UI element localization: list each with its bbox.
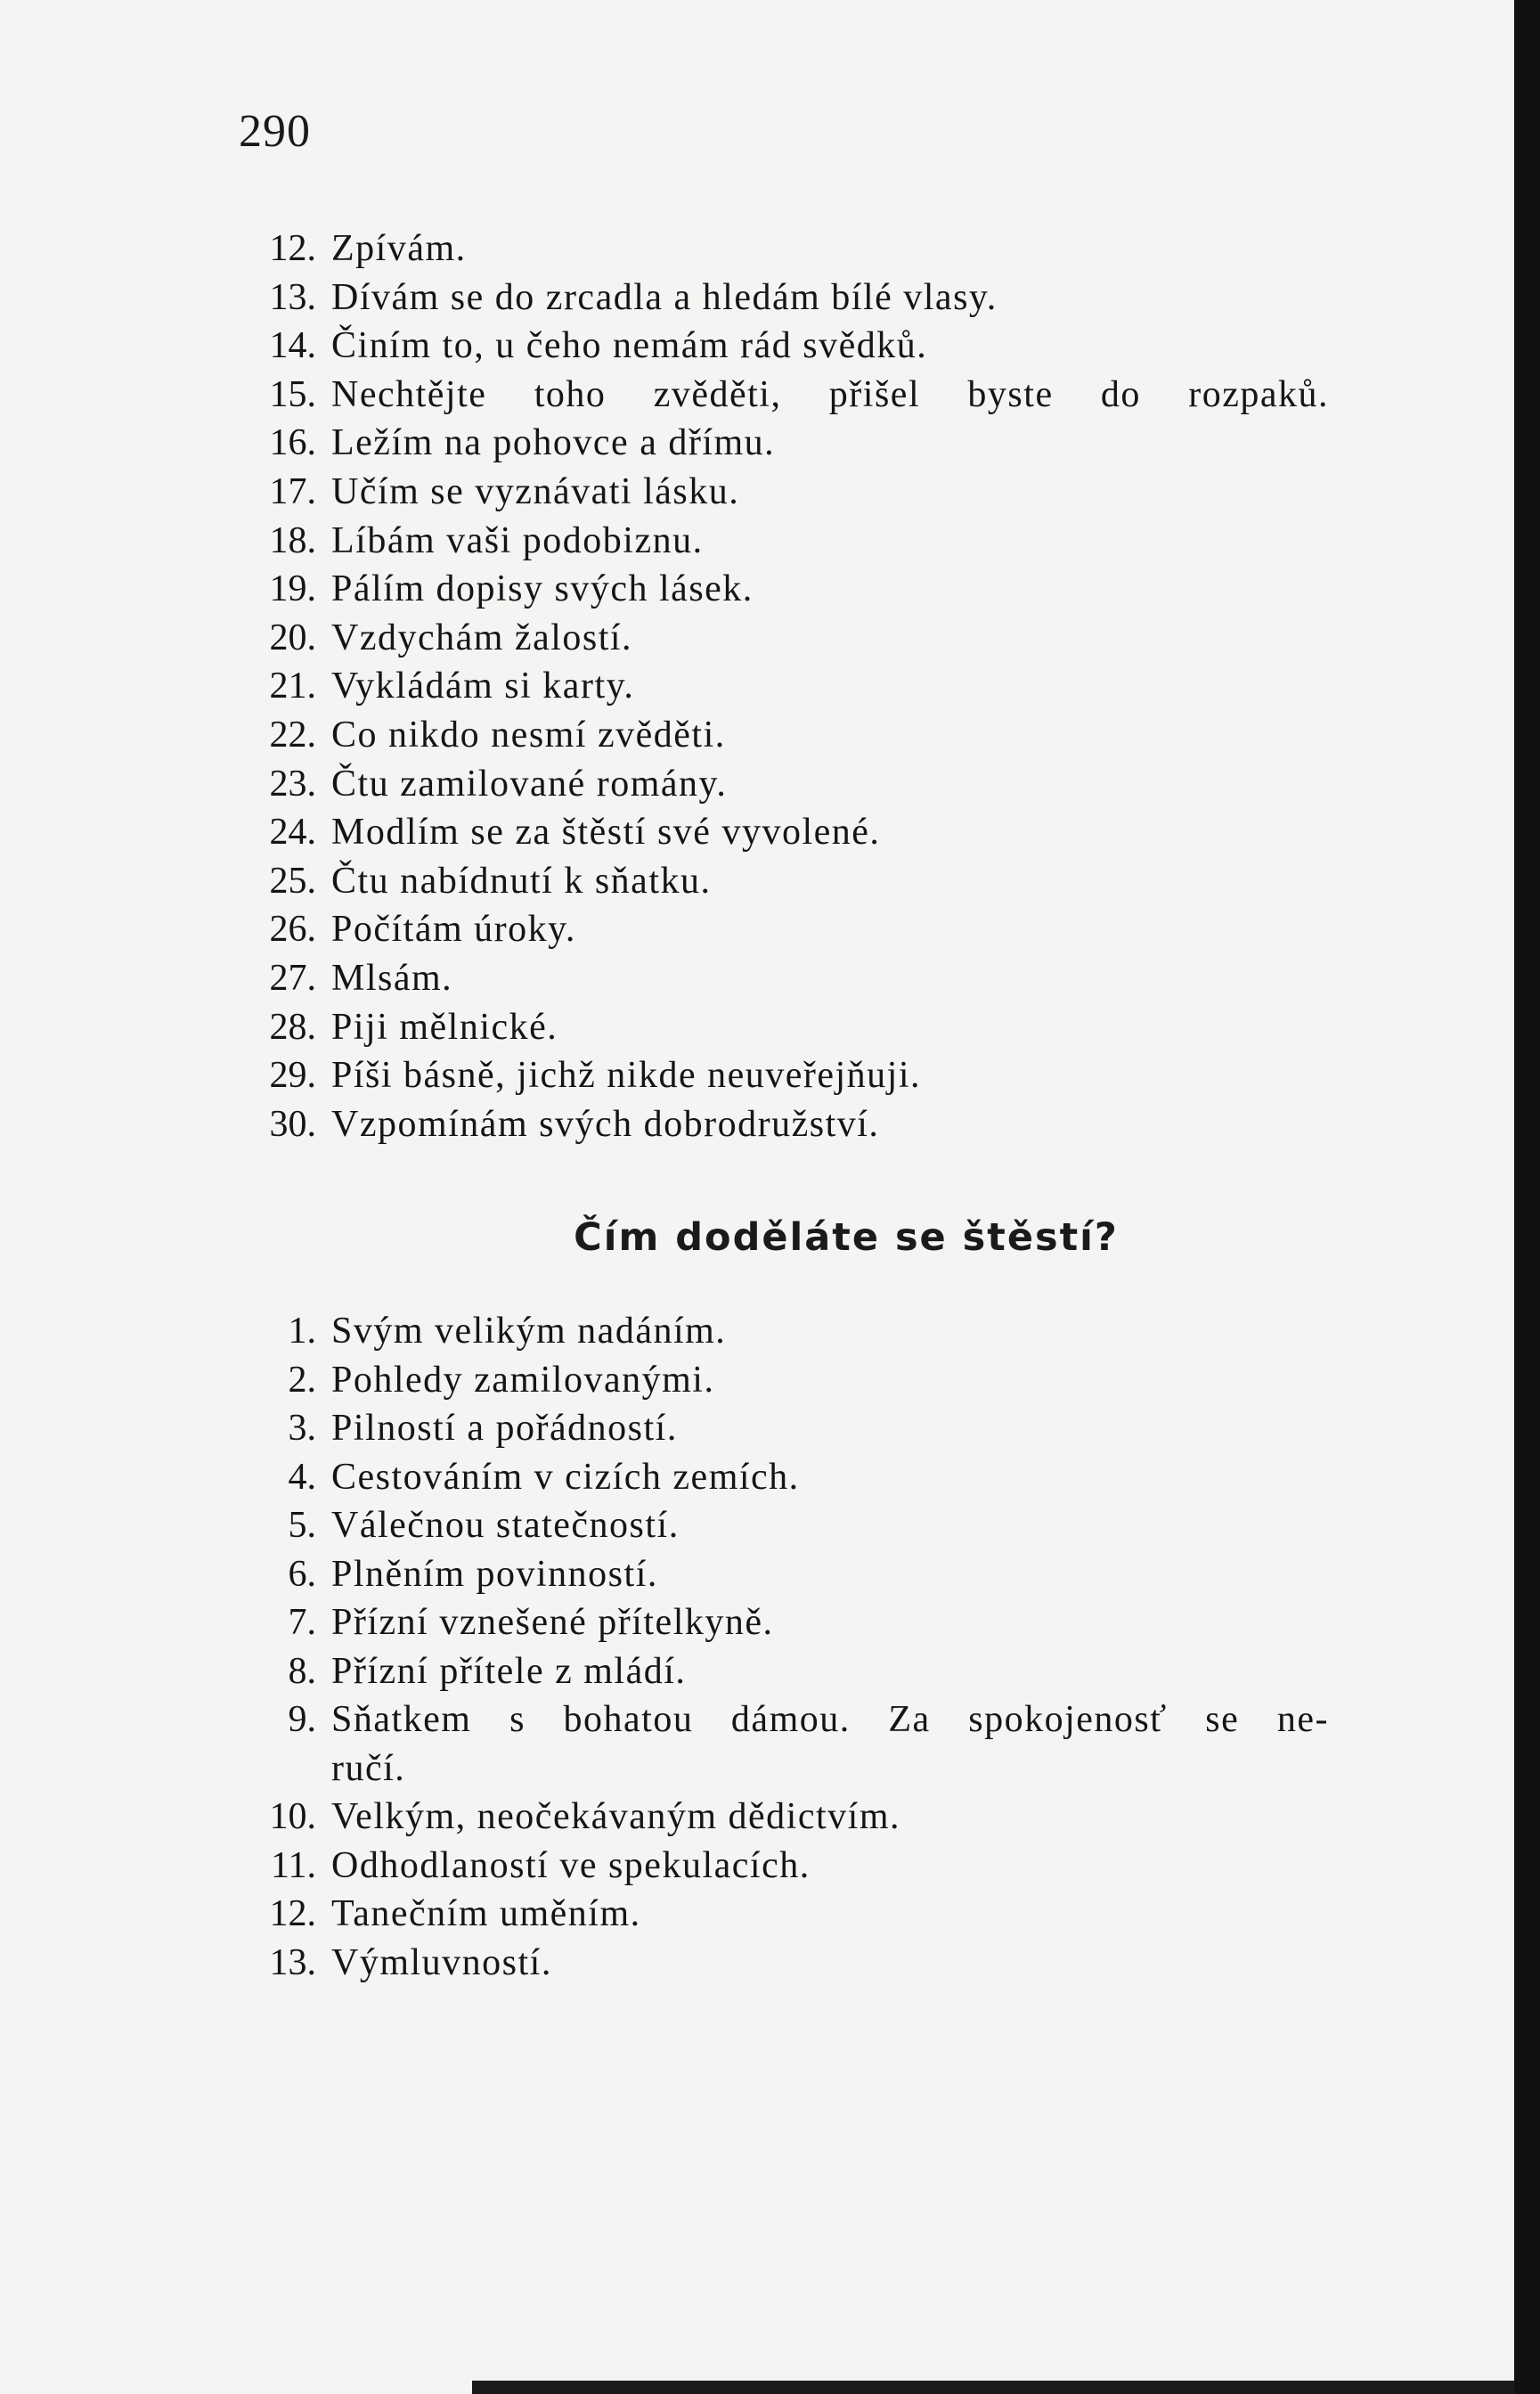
item-text: Tanečním uměním. bbox=[331, 1893, 641, 1934]
list-item bbox=[0, 1356, 1514, 1405]
list-item bbox=[0, 1550, 1514, 1599]
item-number: 29. bbox=[269, 1055, 316, 1097]
item-text: Výmluvností. bbox=[331, 1941, 552, 1983]
item-number: 27. bbox=[269, 957, 316, 999]
list-item bbox=[0, 1501, 1514, 1550]
list-item bbox=[0, 1647, 1514, 1696]
item-number: 1. bbox=[288, 1311, 316, 1352]
item-number: 15. bbox=[269, 373, 316, 415]
item-number: 28. bbox=[269, 1006, 316, 1048]
item-text: Vzdychám žalostí. bbox=[331, 617, 633, 658]
list-item bbox=[0, 1100, 1514, 1149]
list-item bbox=[0, 322, 1514, 371]
list-item-continuation bbox=[0, 1744, 1514, 1793]
item-number: 18. bbox=[269, 519, 316, 561]
item-text: Nechtějte toho zvěděti, přišel byste do rozpaků. bbox=[331, 373, 1329, 415]
item-number: 4. bbox=[288, 1456, 316, 1498]
item-text: Svým velikým nadáním. bbox=[331, 1311, 727, 1352]
item-text: Líbám vaši podobiznu. bbox=[331, 519, 704, 561]
item-number: 5. bbox=[288, 1505, 316, 1546]
list-item bbox=[0, 468, 1514, 517]
item-number: 13. bbox=[269, 1941, 316, 1983]
list-item bbox=[0, 905, 1514, 954]
list-item bbox=[0, 1695, 1514, 1744]
item-number: 2. bbox=[288, 1359, 316, 1401]
list-item bbox=[0, 517, 1514, 566]
list-item bbox=[0, 225, 1514, 274]
list-item bbox=[0, 760, 1514, 809]
list-item bbox=[0, 419, 1514, 468]
item-text: Mlsám. bbox=[331, 957, 453, 999]
item-text: Odhodlaností ve spekulacích. bbox=[331, 1844, 811, 1886]
item-text: Píši básně, jichž nikde neuveřejňuji. bbox=[331, 1055, 922, 1097]
item-number: 9. bbox=[288, 1699, 316, 1740]
item-number: 3. bbox=[288, 1408, 316, 1449]
item-number: 25. bbox=[269, 860, 316, 902]
item-number: 23. bbox=[269, 763, 316, 805]
item-text: Velkým, neočekávaným dědictvím. bbox=[331, 1796, 900, 1837]
item-number: 14. bbox=[269, 325, 316, 367]
item-text: Sňatkem s bohatou dámou. Za spokojenosť se ne- bbox=[331, 1699, 1329, 1740]
item-text: Cestováním v cizích zemích. bbox=[331, 1456, 800, 1498]
item-text: Co nikdo nesmí zvěděti. bbox=[331, 714, 726, 756]
item-number: 22. bbox=[269, 714, 316, 756]
item-text: Počítám úroky. bbox=[331, 909, 576, 951]
item-number: 26. bbox=[269, 909, 316, 951]
item-number: 19. bbox=[269, 568, 316, 610]
item-text: Přízní přítele z mládí. bbox=[331, 1650, 687, 1692]
list-item bbox=[0, 371, 1514, 420]
item-number: 13. bbox=[269, 276, 316, 318]
item-number: 21. bbox=[269, 666, 316, 707]
list-item bbox=[0, 662, 1514, 711]
item-number: 7. bbox=[288, 1602, 316, 1643]
list-item bbox=[0, 857, 1514, 906]
list-item bbox=[0, 1939, 1514, 1988]
list-item bbox=[0, 1793, 1514, 1842]
item-number: 20. bbox=[269, 617, 316, 658]
item-text: Pohledy zamilovanými. bbox=[331, 1359, 715, 1401]
item-number: 10. bbox=[269, 1796, 316, 1837]
list-item bbox=[0, 1307, 1514, 1356]
item-text: Vzpomínám svých dobrodružství. bbox=[331, 1103, 880, 1145]
item-number: 12. bbox=[269, 1893, 316, 1934]
item-text: Válečnou statečností. bbox=[331, 1505, 680, 1546]
item-text: Činím to, u čeho nemám rád svědků. bbox=[331, 325, 928, 367]
item-number: 30. bbox=[269, 1103, 316, 1145]
list-item bbox=[0, 1051, 1514, 1100]
item-text: Dívám se do zrcadla a hledám bílé vlasy. bbox=[331, 276, 998, 318]
item-text: Vykládám si karty. bbox=[331, 666, 635, 707]
item-text: Pilností a pořádností. bbox=[331, 1408, 678, 1449]
item-text: Učím se vyznávati lásku. bbox=[331, 470, 740, 512]
page-bottom-edge bbox=[472, 2381, 1514, 2394]
item-text-continuation: ručí. bbox=[331, 1747, 406, 1789]
item-number: 8. bbox=[288, 1650, 316, 1692]
item-text: Zpívám. bbox=[331, 228, 467, 269]
list-item bbox=[0, 565, 1514, 614]
page-number: 290 bbox=[239, 106, 311, 157]
item-number: 11. bbox=[271, 1844, 316, 1886]
numbered-list-activities bbox=[0, 225, 1514, 1148]
item-number: 16. bbox=[269, 422, 316, 464]
list-item bbox=[0, 711, 1514, 760]
list-item bbox=[0, 954, 1514, 1003]
section-heading: Čím doděláte se štěstí? bbox=[574, 1215, 1119, 1260]
list-item bbox=[0, 1453, 1514, 1502]
list-item bbox=[0, 274, 1514, 323]
list-item bbox=[0, 1003, 1514, 1052]
item-number: 24. bbox=[269, 812, 316, 854]
list-item bbox=[0, 808, 1514, 857]
list-item bbox=[0, 614, 1514, 663]
item-text: Plněním povinností. bbox=[331, 1553, 658, 1595]
item-text: Čtu zamilované romány. bbox=[331, 763, 728, 805]
item-text: Pálím dopisy svých lásek. bbox=[331, 568, 754, 610]
item-text: Modlím se za štěstí své vyvolené. bbox=[331, 812, 881, 854]
list-item bbox=[0, 1842, 1514, 1891]
list-item bbox=[0, 1890, 1514, 1939]
numbered-list-happiness bbox=[0, 1307, 1514, 1987]
item-number: 17. bbox=[269, 470, 316, 512]
item-text: Piji mělnické. bbox=[331, 1006, 558, 1048]
list-item bbox=[0, 1598, 1514, 1647]
item-text: Ležím na pohovce a dřímu. bbox=[331, 422, 776, 464]
item-number: 12. bbox=[269, 228, 316, 269]
list-item bbox=[0, 1404, 1514, 1453]
item-text: Čtu nabídnutí k sňatku. bbox=[331, 860, 712, 902]
book-spine-edge bbox=[1514, 0, 1540, 2394]
item-number: 6. bbox=[288, 1553, 316, 1595]
item-text: Přízní vznešené přítelkyně. bbox=[331, 1602, 774, 1643]
